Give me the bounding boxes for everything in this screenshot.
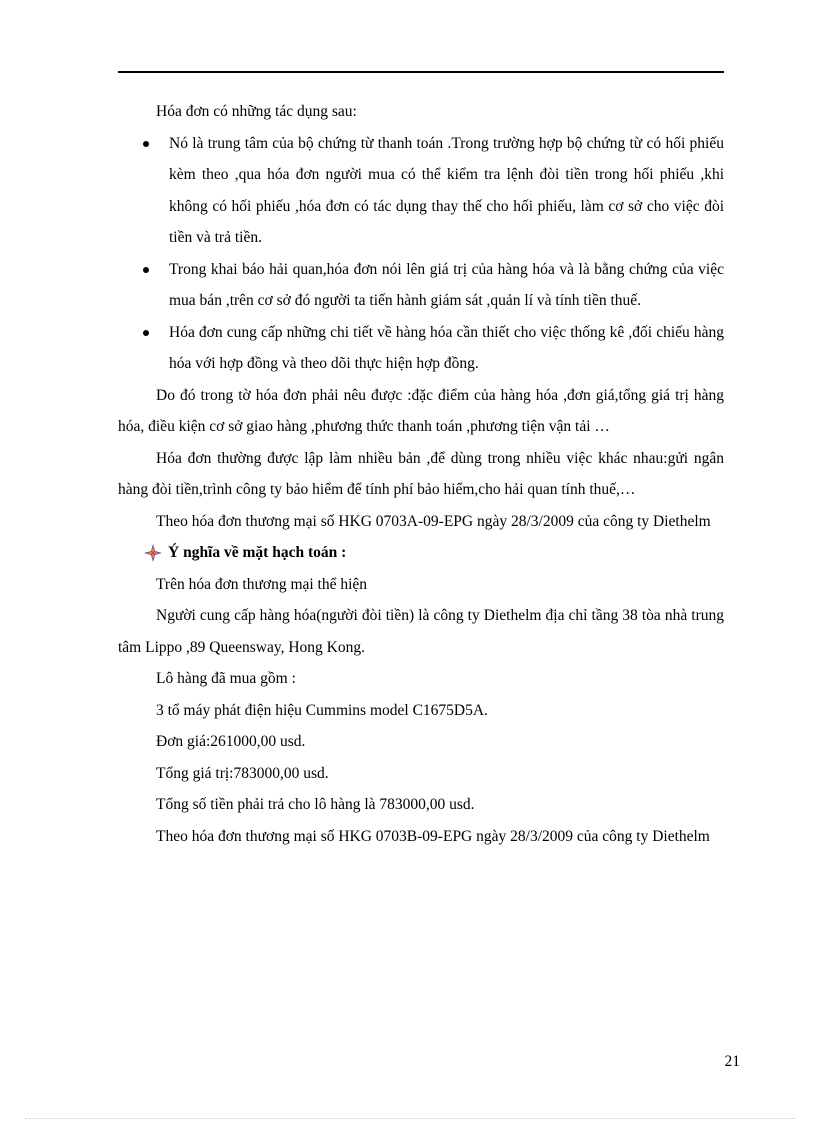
page-number: 21 — [724, 1053, 740, 1070]
paragraph-nguoi-cung-cap: Người cung cấp hàng hóa(người đòi tiền) là công ty Diethelm địa chỉ tầng 38 tòa nhà trung tâm Lippo ,89 Queensway, Hong Kong. — [118, 607, 724, 656]
header-rule — [118, 71, 724, 73]
paragraph-don-gia: Đơn giá:261000,00 usd. — [156, 733, 306, 750]
bullet-text: Hóa đơn cung cấp những chi tiết về hàng hóa cần thiết cho việc thống kê ,đối chiếu hàng hóa với hợp đồng và theo dõi thực hiện hợp đồng. — [169, 323, 724, 372]
paragraph-invoice-b: Theo hóa đơn thương mại số HKG 0703B-09-EPG ngày 28/3/2009 của công ty Diethelm — [156, 827, 710, 845]
paragraph-tong-so-tien: Tổng số tiền phải trả cho lô hàng là 783000,00 usd. — [156, 796, 475, 813]
paragraph-3-to-may: 3 tổ máy phát điện hiệu Cummins model C1675D5A. — [156, 701, 488, 719]
paragraph-tong-gia-tri: Tổng giá trị:783000,00 usd. — [156, 764, 329, 782]
bullet-item-2 — [118, 254, 724, 317]
section-heading — [118, 537, 724, 569]
bullet-item-3 — [118, 317, 724, 380]
round-bullet-icon — [143, 141, 149, 147]
intro-paragraph: Hóa đơn có những tác dụng sau: — [156, 103, 357, 120]
paragraph-lap-nhieu-ban: Hóa đơn thường được lập làm nhiều bản ,để dùng trong nhiều việc khác nhau:gửi ngân hàng đòi tiền,trình công ty bảo hiểm để tính phí bảo hiểm,cho hải quan tính thuế,… — [118, 449, 724, 498]
page-bottom-border — [25, 1118, 795, 1119]
round-bullet-icon — [143, 267, 149, 273]
paragraph-invoice-a: Theo hóa đơn thương mại số HKG 0703A-09-EPG ngày 28/3/2009 của công ty Diethelm — [156, 512, 711, 530]
paragraph-do-do: Do đó trong tờ hóa đơn phải nêu được :đặc điểm của hàng hóa ,đơn giá,tổng giá trị hàng hóa, điều kiện cơ sở giao hàng ,phương thức thanh toán ,phương tiện vận tải … — [118, 386, 724, 435]
paragraph-tren-hoa-don: Trên hóa đơn thương mại thể hiện — [156, 575, 368, 593]
round-bullet-icon — [143, 330, 149, 336]
section-heading-text: Ý nghĩa về mặt hạch toán : — [168, 544, 347, 561]
bullet-text: Trong khai báo hải quan,hóa đơn nói lên giá trị của hàng hóa và là bằng chứng của việc mua bán ,trên cơ sở đó người ta tiến hành giám sát ,quản lí và tính tiền thuế. — [169, 260, 724, 309]
four-point-star-arrow-icon — [144, 544, 162, 562]
bullet-text: Nó là trung tâm của bộ chứng từ thanh toán .Trong trường hợp bộ chứng từ có hối phiếu kèm theo ,qua hóa đơn người mua có thể kiểm tra lệnh đòi tiền trong hối phiếu ,khi không có hối phiếu ,hóa đơn có tác dụng thay thế cho hối phiếu, làm cơ sở cho việc đòi tiền và trả tiền. — [169, 134, 724, 246]
document-body — [118, 96, 724, 852]
bullet-item-1 — [118, 128, 724, 254]
paragraph-lo-hang: Lô hàng đã mua gồm : — [156, 670, 296, 687]
